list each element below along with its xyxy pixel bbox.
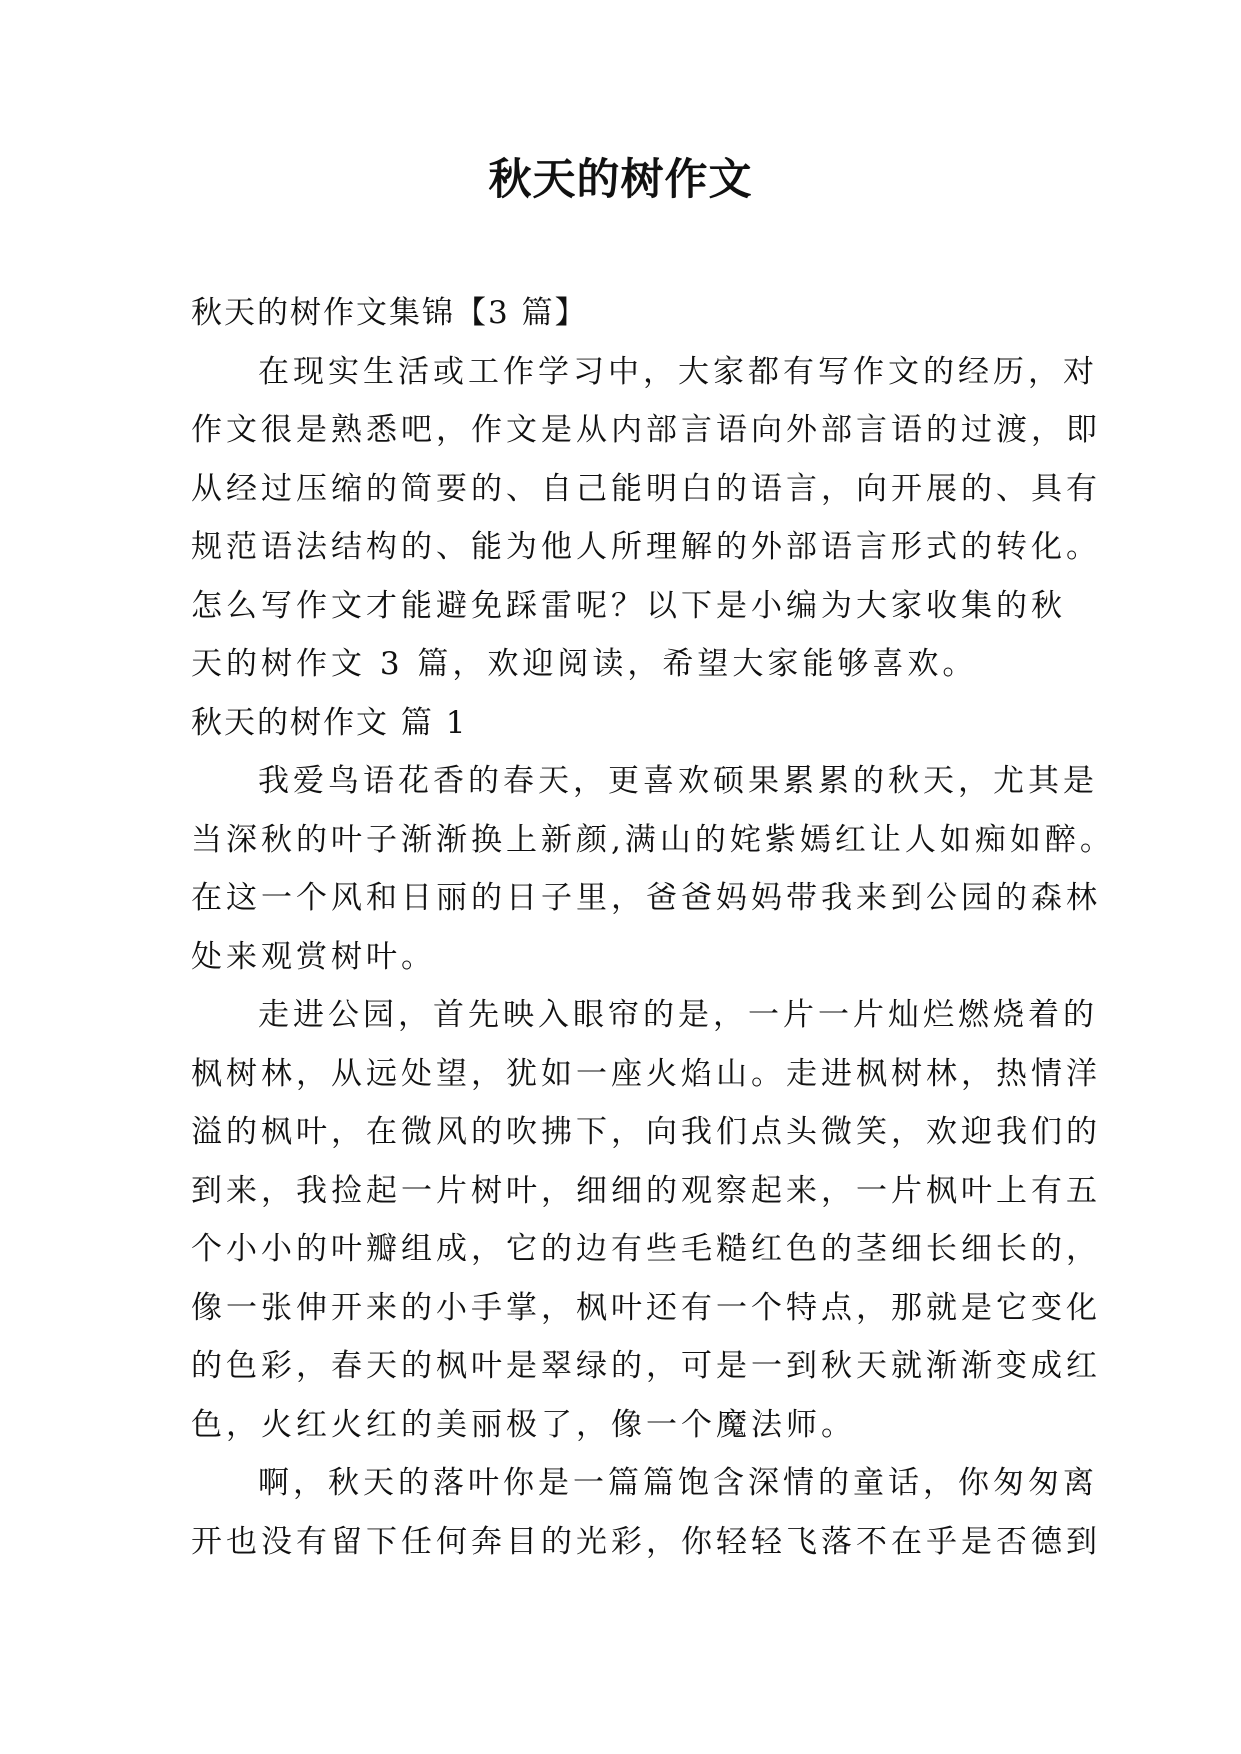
paragraph-line: 规范语法结构的、能为他人所理解的外部语言形式的转化。 xyxy=(191,529,1101,565)
paragraph-line: 色，火红火红的美丽极了，像一个魔法师。 xyxy=(191,1406,856,1443)
paragraph-line: 个小小的叶瓣组成，它的边有些毛糙红色的茎细长细长的， xyxy=(191,1231,1101,1267)
paragraph-line: 在这一个风和日丽的日子里，爸爸妈妈带我来到公园的森林 xyxy=(191,880,1101,916)
document-body xyxy=(191,284,1115,1571)
paragraph-line: 到来，我捡起一片树叶，细细的观察起来，一片枫叶上有五 xyxy=(191,1172,1101,1209)
paragraph-line: 处来观赏树叶。 xyxy=(191,938,436,975)
paragraph-line: 在现实生活或工作学习中，大家都有写作文的经历，对 xyxy=(258,353,1098,390)
paragraph-line: 啊，秋天的落叶你是一篇篇饱含深情的童话，你匆匆离 xyxy=(258,1465,1098,1501)
paragraph-line: 怎么写作文才能避免踩雷呢？以下是小编为大家收集的秋 xyxy=(191,587,1066,624)
section-heading: 秋天的树作文集锦【3 篇】 xyxy=(191,295,588,331)
paragraph-line: 我爱鸟语花香的春天，更喜欢硕果累累的秋天，尤其是 xyxy=(258,763,1098,799)
paragraph-line: 当深秋的叶子渐渐换上新颜,满山的姹紫嫣红让人如痴如醉。 xyxy=(191,821,1115,858)
paragraph-line: 开也没有留下任何奔目的光彩，你轻轻飞落不在乎是否德到 xyxy=(191,1523,1101,1560)
section-heading: 秋天的树作文 篇 1 xyxy=(191,704,468,741)
paragraph-line: 走进公园，首先映入眼帘的是，一片一片灿烂燃烧着的 xyxy=(258,997,1098,1033)
paragraph-line: 天的树作文 3 篇，欢迎阅读，希望大家能够喜欢。 xyxy=(191,646,978,682)
paragraph-line: 枫树林，从远处望，犹如一座火焰山。走进枫树林，热情洋 xyxy=(191,1055,1101,1092)
paragraph-line: 溢的枫叶，在微风的吹拂下，向我们点头微笑，欢迎我们的 xyxy=(191,1114,1101,1150)
paragraph-line: 从经过压缩的简要的、自己能明白的语言，向开展的、具有 xyxy=(191,470,1101,507)
document-title: 秋天的树作文 xyxy=(488,155,753,205)
paragraph-line: 作文很是熟悉吧，作文是从内部言语向外部言语的过渡，即 xyxy=(191,412,1101,448)
paragraph-line: 的色彩，春天的枫叶是翠绿的，可是一到秋天就渐渐变成红 xyxy=(191,1348,1101,1384)
paragraph-line: 像一张伸开来的小手掌，枫叶还有一个特点，那就是它变化 xyxy=(191,1289,1101,1326)
